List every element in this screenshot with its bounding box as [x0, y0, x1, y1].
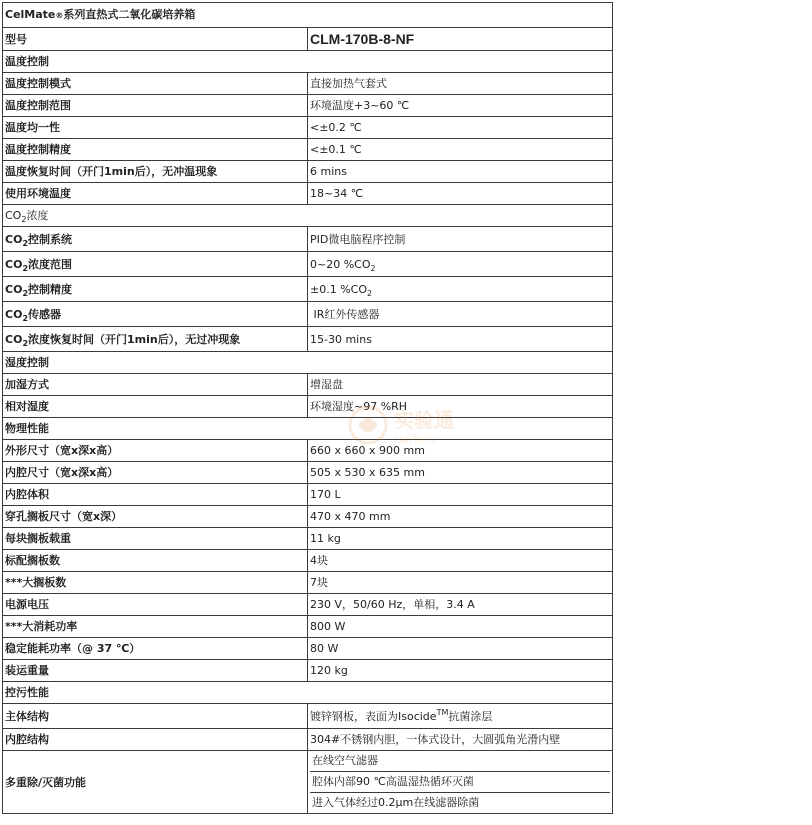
spec-value: 304#不锈钢内胆，一体式设计，大圆弧角光滑内壁 — [308, 729, 613, 751]
spec-key: ***大搁板数 — [3, 572, 308, 594]
spec-value: 80 W — [308, 638, 613, 660]
spec-value-text: 0~20 %CO — [310, 257, 371, 271]
co2-subscript: 2 — [21, 215, 27, 224]
spec-value: <±0.1 ℃ — [308, 139, 613, 161]
spec-value: 660 x 660 x 900 mm — [308, 440, 613, 462]
co2-text: CO — [5, 209, 22, 222]
spec-row — [3, 73, 613, 95]
spec-row — [3, 227, 613, 252]
section-humidity-label: 湿度控制 — [3, 352, 613, 374]
section-contamination-label: 控污性能 — [3, 682, 613, 704]
spec-key: 外形尺寸（宽x深x高） — [3, 440, 308, 462]
spec-value: IR红外传感器 — [308, 302, 613, 327]
table-title — [3, 3, 613, 28]
list-item: 在线空气滤器 — [310, 751, 610, 772]
spec-value-list — [308, 751, 613, 814]
spec-row — [3, 462, 613, 484]
spec-key — [3, 252, 308, 277]
spec-key: 使用环境温度 — [3, 183, 308, 205]
co2-subscript: 2 — [22, 263, 29, 273]
spec-row — [3, 117, 613, 139]
spec-key: 内腔结构 — [3, 729, 308, 751]
spec-key-text: 浓度恢复时间（开门1min后），无过冲现象 — [28, 332, 241, 346]
spec-key-text: 传感器 — [28, 307, 62, 321]
spec-row — [3, 506, 613, 528]
spec-value: 505 x 530 x 635 mm — [308, 462, 613, 484]
spec-key: 温度恢复时间（开门1min后），无冲温现象 — [3, 161, 308, 183]
spec-row — [3, 440, 613, 462]
spec-row — [3, 729, 613, 751]
spec-key: 每块搁板载重 — [3, 528, 308, 550]
spec-key: 标配搁板数 — [3, 550, 308, 572]
spec-row — [3, 374, 613, 396]
spec-row — [3, 484, 613, 506]
co2-subscript: 2 — [22, 288, 29, 298]
spec-row — [3, 528, 613, 550]
list-item: 进入气体经过0.2μm在线滤器除菌 — [312, 796, 480, 809]
model-label: 型号 — [3, 28, 308, 51]
spec-key: 稳定能耗功率（@ 37 ℃） — [3, 638, 308, 660]
spec-value-text: 抗菌涂层 — [448, 709, 493, 723]
spec-value — [308, 277, 613, 302]
spec-value: 环境湿度~97 %RH — [308, 396, 613, 418]
spec-row — [3, 638, 613, 660]
spec-row — [3, 660, 613, 682]
spec-key: 装运重量 — [3, 660, 308, 682]
watermark-text: 实验通 — [394, 408, 454, 432]
spec-key-text: 控制精度 — [28, 282, 73, 296]
spec-key: 电源电压 — [3, 594, 308, 616]
section-contamination — [3, 682, 613, 704]
registered-mark: ® — [55, 11, 64, 20]
co2-text: CO — [5, 232, 23, 246]
spec-value: PID微电脑程序控制 — [308, 227, 613, 252]
section-humidity — [3, 352, 613, 374]
spec-row — [3, 327, 613, 352]
co2-subscript: 2 — [370, 263, 376, 273]
spec-key: 温度控制精度 — [3, 139, 308, 161]
section-physical — [3, 418, 613, 440]
spec-key — [3, 302, 308, 327]
spec-value: 230 V，50/60 Hz，单相，3.4 A — [308, 594, 613, 616]
spec-row-multi — [3, 751, 613, 814]
spec-value: 6 mins — [308, 161, 613, 183]
co2-text: CO — [5, 257, 23, 271]
spec-key: 内腔尺寸（宽x深x高） — [3, 462, 308, 484]
title-rest: 系列直热式二氧化碳培养箱 — [63, 8, 196, 21]
model-value: CLM-170B-8-NF — [308, 28, 613, 51]
spec-value — [308, 252, 613, 277]
spec-value: 环境温度+3~60 ℃ — [308, 95, 613, 117]
co2-subscript: 2 — [22, 238, 29, 248]
spec-value-text: ±0.1 %CO — [310, 282, 367, 296]
spec-row — [3, 616, 613, 638]
spec-row — [3, 95, 613, 117]
spec-key-text: 控制系统 — [28, 232, 73, 246]
spec-key: 多重除/灭菌功能 — [3, 751, 308, 814]
co2-subscript: 2 — [22, 338, 29, 348]
spec-key: 相对湿度 — [3, 396, 308, 418]
spec-key: 穿孔搁板尺寸（宽x深） — [3, 506, 308, 528]
spec-key: ***大消耗功率 — [3, 616, 308, 638]
spec-row — [3, 550, 613, 572]
spec-row — [3, 252, 613, 277]
co2-text: CO — [5, 332, 23, 346]
spec-table — [2, 2, 613, 814]
trademark-mark: TM — [436, 707, 449, 717]
model-row — [3, 28, 613, 51]
spec-value: 470 x 470 mm — [308, 506, 613, 528]
list-item: 腔体内部90 ℃高温湿热循环灭菌 — [310, 772, 610, 793]
spec-key — [3, 277, 308, 302]
spec-value: 增湿盘 — [308, 374, 613, 396]
spec-value: 4块 — [308, 550, 613, 572]
spec-row — [3, 139, 613, 161]
spec-row — [3, 396, 613, 418]
spec-row — [3, 277, 613, 302]
table-title-row — [3, 3, 613, 28]
spec-key: 加湿方式 — [3, 374, 308, 396]
spec-row — [3, 161, 613, 183]
co2-subscript: 2 — [367, 288, 373, 298]
spec-value: 11 kg — [308, 528, 613, 550]
spec-key — [3, 227, 308, 252]
section-temp-label: 温度控制 — [3, 51, 613, 73]
spec-value: <±0.2 ℃ — [308, 117, 613, 139]
spec-key: 温度控制范围 — [3, 95, 308, 117]
spec-value: 800 W — [308, 616, 613, 638]
spec-key: 内腔体积 — [3, 484, 308, 506]
spec-row — [3, 704, 613, 729]
section-physical-label: 物理性能 — [3, 418, 613, 440]
section-co2-label — [3, 205, 613, 227]
spec-value: 120 kg — [308, 660, 613, 682]
co2-text: CO — [5, 282, 23, 296]
spec-value: 15-30 mins — [308, 327, 613, 352]
brand-name: CelMate — [5, 8, 56, 21]
spec-row — [3, 594, 613, 616]
spec-value — [308, 704, 613, 729]
watermark-subtext: LabTools — [394, 435, 437, 446]
spec-row — [3, 302, 613, 327]
section-temp — [3, 51, 613, 73]
spec-key — [3, 327, 308, 352]
spec-value: 直接加热气套式 — [308, 73, 613, 95]
spec-value: 7块 — [308, 572, 613, 594]
spec-key: 温度控制模式 — [3, 73, 308, 95]
spec-row — [3, 183, 613, 205]
spec-value: 18~34 ℃ — [308, 183, 613, 205]
co2-section-suffix: 浓度 — [26, 209, 49, 222]
spec-row — [3, 572, 613, 594]
spec-key: 主体结构 — [3, 704, 308, 729]
spec-value-text: 镀锌钢板，表面为Isocide — [310, 709, 437, 723]
section-co2 — [3, 205, 613, 227]
co2-text: CO — [5, 307, 23, 321]
spec-key: 温度均一性 — [3, 117, 308, 139]
co2-subscript: 2 — [22, 313, 29, 323]
spec-value: 170 L — [308, 484, 613, 506]
spec-key-text: 浓度范围 — [28, 257, 73, 271]
